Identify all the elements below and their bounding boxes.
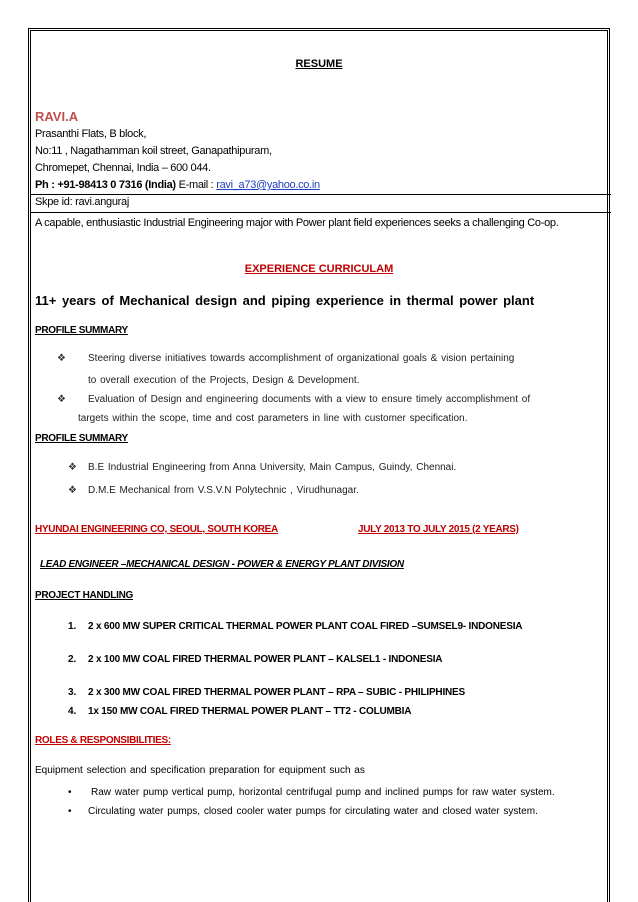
divider xyxy=(31,194,611,195)
experience-headline: 11+ years of Mechanical design and piping experience in thermal power plant xyxy=(35,293,535,308)
profile-summary-heading: PROFILE SUMMARY xyxy=(35,325,128,336)
address-line-1: Prasanthi Flats, B block, xyxy=(35,128,147,140)
email-link[interactable]: ravi_a73@yahoo.co.in xyxy=(216,179,320,191)
company-name: HYUNDAI ENGINEERING CO, SEOUL, SOUTH KOREA xyxy=(35,524,278,535)
experience-title: EXPERIENCE CURRICULAM xyxy=(244,263,394,275)
profile-bullet-1-line-2: to overall execution of the Projects, Design & Development. xyxy=(88,375,360,386)
roles-bullet-1: Raw water pump vertical pump, horizontal centrifugal pump and inclined pumps for raw water system. xyxy=(91,787,555,798)
job-role: LEAD ENGINEER –MECHANICAL DESIGN - POWER & ENERGY PLANT DIVISION xyxy=(40,559,404,570)
employment-dates: JULY 2013 TO JULY 2015 (2 YEARS) xyxy=(358,524,519,535)
address-line-2: No:11 , Nagathamman koil street, Ganapathipuram, xyxy=(35,145,272,157)
project-number: 2. xyxy=(68,654,77,665)
diamond-bullet-icon: ❖ xyxy=(57,353,66,364)
project-number: 1. xyxy=(68,621,77,632)
profile-bullet-2-line-2: targets within the scope, time and cost parameters in line with customer specification. xyxy=(78,413,468,424)
dot-bullet-icon: • xyxy=(68,787,72,798)
profile-bullet-2-line-1: Evaluation of Design and engineering documents with a view to ensure timely accomplishment of xyxy=(88,394,531,405)
diamond-bullet-icon: ❖ xyxy=(68,485,77,496)
skype-id: Skpe id: ravi.anguraj xyxy=(35,196,129,208)
profile-summary-heading-2: PROFILE SUMMARY xyxy=(35,433,128,444)
objective: A capable, enthusiastic Industrial Engineering major with Power plant field experiences seeks a challenging Co-op. xyxy=(35,217,559,229)
email-label: E-mail : xyxy=(178,179,214,191)
address-line-3: Chromepet, Chennai, India – 600 044. xyxy=(35,162,211,174)
project-item: 2 x 300 MW COAL FIRED THERMAL POWER PLANT – RPA – SUBIC - PHILIPHINES xyxy=(88,687,465,698)
dot-bullet-icon: • xyxy=(68,806,72,817)
roles-heading: ROLES & RESPONSIBILITIES: xyxy=(35,735,171,746)
roles-bullet-2: Circulating water pumps, closed cooler water pumps for circulating water and closed water system. xyxy=(88,806,538,817)
phone: Ph : +91-98413 0 7316 (India) xyxy=(35,179,176,191)
profile-bullet-1-line-1: Steering diverse initiatives towards accomplishment of organizational goals & vision pertaining xyxy=(88,353,515,364)
divider xyxy=(31,212,611,213)
resume-title: RESUME xyxy=(295,58,343,70)
education-bullet-2: D.M.E Mechanical from V.S.V.N Polytechnic , Virudhunagar. xyxy=(88,485,359,496)
project-item: 1x 150 MW COAL FIRED THERMAL POWER PLANT – TT2 - COLUMBIA xyxy=(88,706,412,717)
project-item: 2 x 600 MW SUPER CRITICAL THERMAL POWER PLANT COAL FIRED –SUMSEL9- INDONESIA xyxy=(88,621,523,632)
candidate-name: RAVI.A xyxy=(35,109,79,124)
roles-intro: Equipment selection and specification preparation for equipment such as xyxy=(35,765,365,776)
education-bullet-1: B.E Industrial Engineering from Anna University, Main Campus, Guindy, Chennai. xyxy=(88,462,457,473)
project-handling-heading: PROJECT HANDLING xyxy=(35,590,133,601)
contact-line xyxy=(35,179,320,191)
project-number: 3. xyxy=(68,687,77,698)
diamond-bullet-icon: ❖ xyxy=(68,462,77,473)
project-item: 2 x 100 MW COAL FIRED THERMAL POWER PLANT – KALSEL1 - INDONESIA xyxy=(88,654,443,665)
diamond-bullet-icon: ❖ xyxy=(57,394,66,405)
project-number: 4. xyxy=(68,706,77,717)
